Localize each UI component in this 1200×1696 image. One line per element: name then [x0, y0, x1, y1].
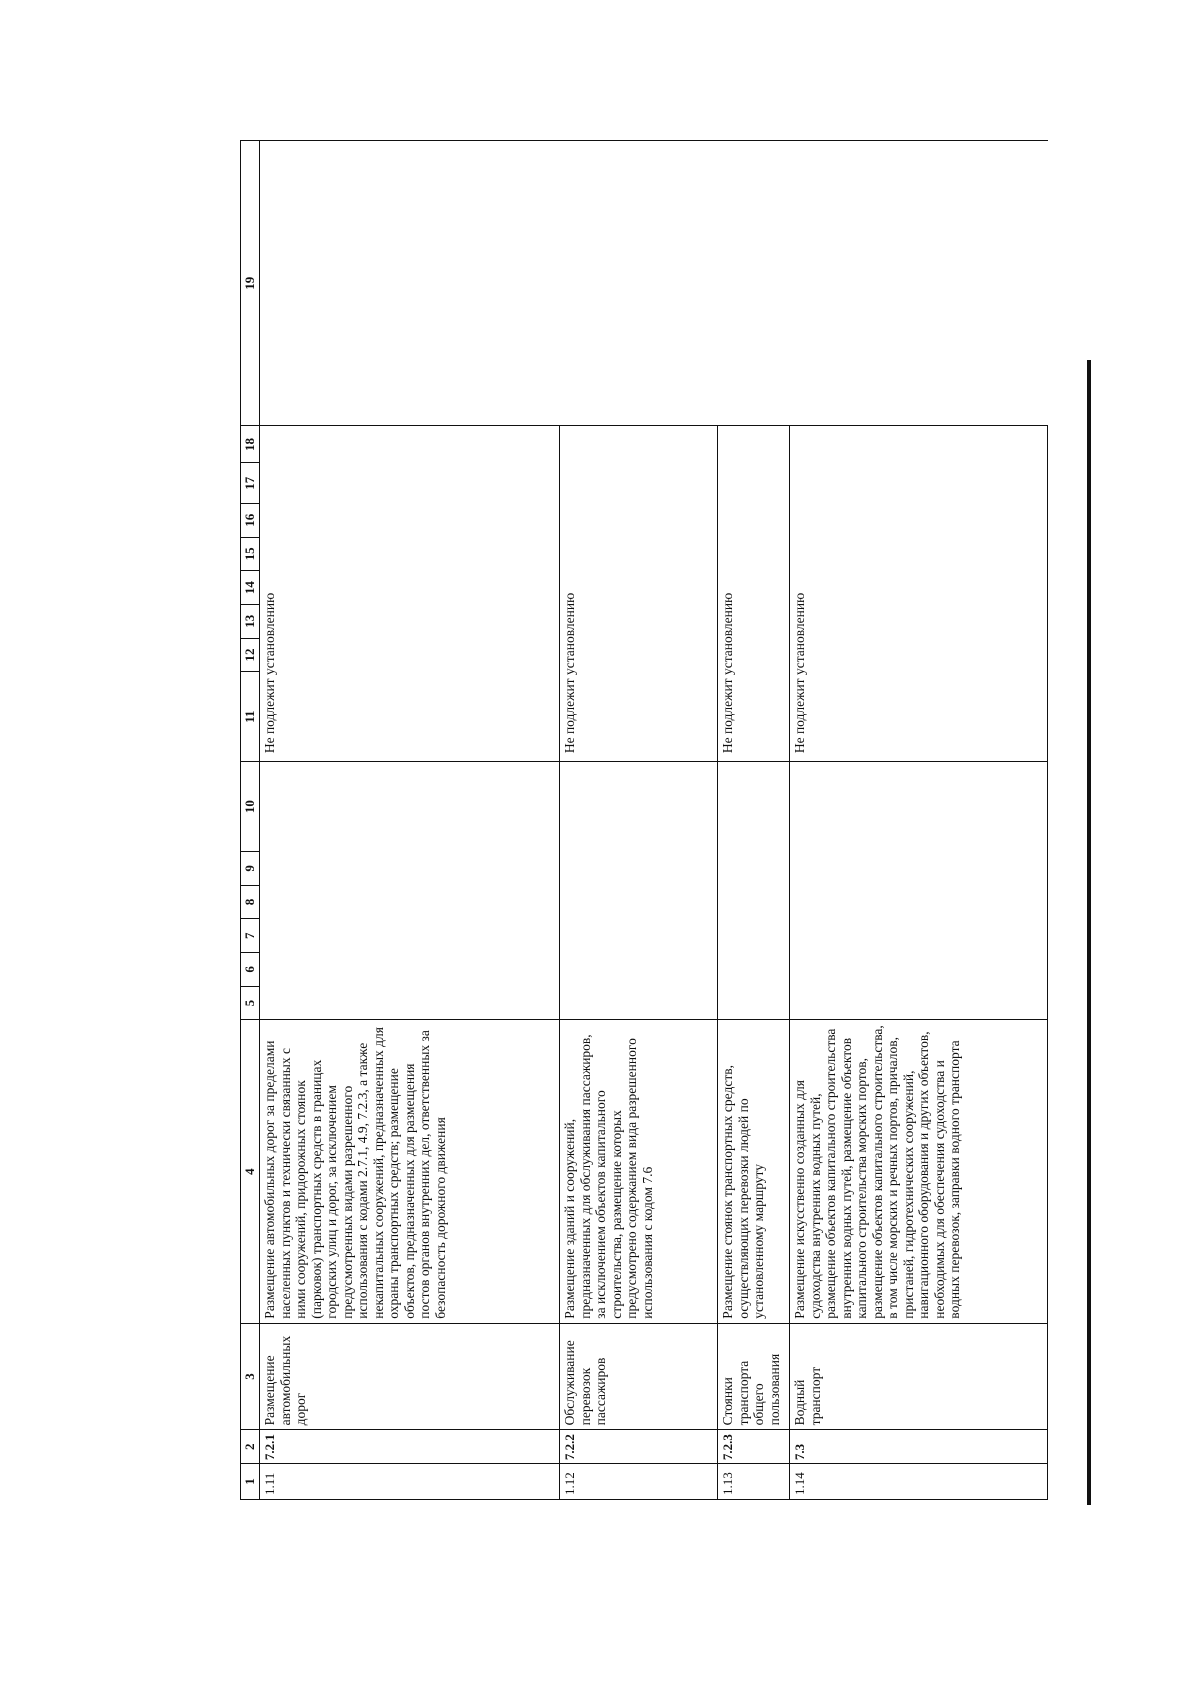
status-text: Не подлежит установлению	[790, 426, 1048, 762]
use-code: 7.2.2	[560, 1430, 718, 1464]
header-cell: 15	[241, 537, 260, 571]
header-cell: 8	[241, 885, 260, 919]
header-cell: 12	[241, 638, 260, 672]
use-description: Размещение стоянок транспортных средств, осуществляющих перевозки людей по установленному маршруту	[718, 1020, 790, 1323]
status-text: Не подлежит установлению	[718, 426, 790, 762]
row-number: 1.12	[560, 1464, 718, 1500]
use-name: Водный транспорт	[790, 1323, 1048, 1430]
header-cell: 16	[241, 503, 260, 537]
header-cell: 14	[241, 571, 260, 605]
use-name: Обслуживание перевозок пассажиров	[560, 1323, 718, 1430]
margin-bar	[1087, 360, 1091, 1505]
empty-cells	[260, 762, 560, 1020]
header-cell: 19	[241, 141, 260, 426]
header-cell: 9	[241, 852, 260, 886]
header-cell: 3	[241, 1323, 260, 1430]
column-19-cell	[260, 141, 1048, 426]
row-number: 1.11	[260, 1464, 560, 1500]
use-description: Размещение искусственно созданных для судоходства внутренних водных путей, размещение объектов капитального строительства внутренних водных путей, размещение объектов капитального строительства морских портов, размещение объектов капитального строительства, в том числе морских и речных портов, причалов, пристаней, гидротехнических сооружений, навигационного оборудования и других объектов, необходимых для обеспечения судоходства и водных перевозок, заправки водного транспорта	[790, 1020, 1048, 1323]
land-use-table	[240, 140, 1048, 1500]
header-cell: 17	[241, 463, 260, 503]
header-cell: 2	[241, 1430, 260, 1464]
rotated-page	[240, 140, 1050, 1500]
status-text: Не подлежит установлению	[260, 426, 560, 762]
use-code: 7.3	[790, 1430, 1048, 1464]
header-cell: 6	[241, 953, 260, 987]
empty-cells	[560, 762, 718, 1020]
header-cell: 4	[241, 1020, 260, 1323]
header-cell: 7	[241, 919, 260, 953]
use-name: Стоянки транспорта общего пользования	[718, 1323, 790, 1430]
use-description: Размещение зданий и сооружений, предназначенных для обслуживания пассажиров, за исключением объектов капитального строительства, размещение которых предусмотрено содержанием вида разрешенного использования с кодом 7.6	[560, 1020, 718, 1323]
header-cell: 5	[241, 986, 260, 1020]
row-number: 1.14	[790, 1464, 1048, 1500]
empty-cells	[790, 762, 1048, 1020]
table-row	[260, 141, 560, 1500]
empty-cells	[718, 762, 790, 1020]
header-cell: 18	[241, 426, 260, 463]
header-cell: 11	[241, 672, 260, 762]
use-code: 7.2.3	[718, 1430, 790, 1464]
header-cell: 1	[241, 1464, 260, 1500]
status-text: Не подлежит установлению	[560, 426, 718, 762]
use-description: Размещение автомобильных дорог за пределами населенных пунктов и технически связанных с ними сооружений, придорожных стоянок (парковок) транспортных средств в границах городских улиц и дорог, за исключением предусмотренных видами разрешенного использования с кодами 2.7.1, 4.9, 7.2.3, а также некапитальных сооружений, предназначенных для охраны транспортных средств; размещение объектов, предназначенных для размещения постов органов внутренних дел, ответственных за безопасность дорожного движения	[260, 1020, 560, 1323]
use-code: 7.2.1	[260, 1430, 560, 1464]
header-cell: 13	[241, 604, 260, 638]
use-name: Размещение автомобильных дорог	[260, 1323, 560, 1430]
header-row	[241, 141, 260, 1500]
row-number: 1.13	[718, 1464, 790, 1500]
header-cell: 10	[241, 762, 260, 852]
